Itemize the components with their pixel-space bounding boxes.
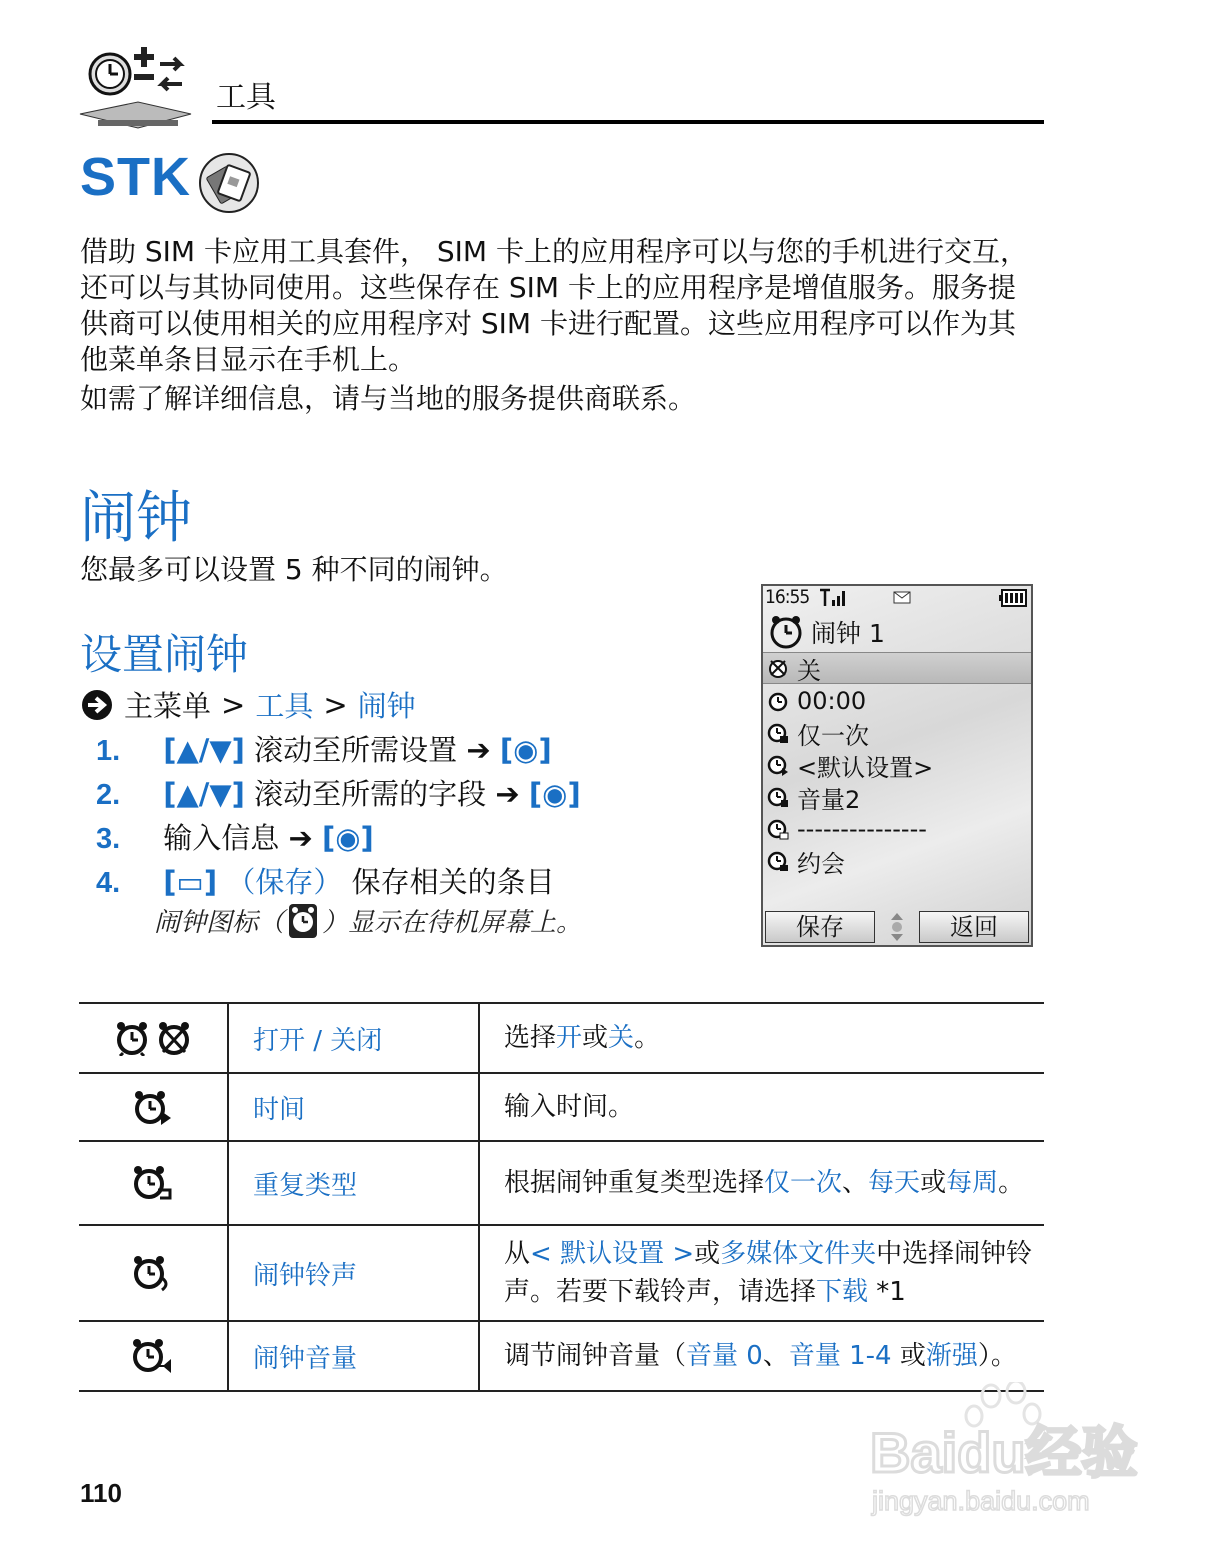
description-text: 调节闹钟音量（ [504,1341,687,1371]
option-name: 时间 [228,1073,479,1141]
highlighted-term: 下载 [816,1277,869,1307]
note-text-post: ）显示在待机屏幕上。 [322,908,583,938]
signal-icon [819,588,849,608]
phone-row-label: 00:00 [797,687,867,715]
highlighted-term: 每天 [868,1168,921,1198]
alarm-options-table [79,1002,1044,1392]
softkey-back[interactable]: 返回 [919,911,1029,943]
arrow-icon: ➔ [288,821,313,855]
phone-title-text: 闹钟 1 [811,619,885,648]
path-tools[interactable]: 工具 [255,689,314,723]
softkey-key: [▭] [163,865,218,899]
path-separator: > [323,687,348,722]
highlighted-term: 关 [608,1023,635,1053]
phone-row-tone[interactable] [763,749,1031,781]
step-3 [96,816,374,857]
option-name: 闹钟铃声 [228,1225,479,1321]
description-text: 输入时间。 [504,1092,635,1122]
confirm-key: [◉] [528,777,581,811]
softkey-save[interactable]: 保存 [765,911,875,943]
alarm-clock-icon [288,903,318,939]
phone-row-on-off[interactable] [763,652,1031,684]
step-4 [96,860,555,901]
description-text: 中选择闹钟铃声。若要下载铃声，请选择 [504,1239,1033,1307]
highlighted-term: 开 [556,1023,583,1053]
phone-row-label: 仅一次 [797,721,869,750]
alarm-title: 闹钟 [80,486,192,551]
tools-section-icon [78,44,193,136]
phone-row-memo[interactable] [763,813,1031,845]
description-text: 、 [842,1168,869,1198]
battery-icon [999,588,1027,608]
alarm-description: 您最多可以设置 5 种不同的闹钟。 [80,553,508,586]
description-text: 。 [634,1023,661,1053]
alarm-clock-icon [769,615,803,649]
step-text: 输入信息 [163,821,280,855]
step-number: 4. [96,867,121,899]
option-name: 闹钟音量 [228,1321,479,1391]
alarm-tone-icon [767,754,789,776]
description-text: 。 [998,1168,1025,1198]
highlighted-term: 渐强 [925,1341,978,1371]
alarm-off-icon [767,657,789,679]
step-1 [96,728,552,769]
alarm-appointment-icon [767,850,789,872]
alarm-repeat-icon [132,1164,174,1202]
alarm-repeat-icon [767,722,789,744]
description-text: 或 [891,1341,926,1371]
option-description [479,1225,1044,1321]
option-description [479,1073,1044,1141]
description-text: 、 [762,1341,789,1371]
path-main-menu: 主菜单 [124,689,212,723]
option-description [479,1141,1044,1225]
icon-cell [79,1321,228,1391]
icon-cell [79,1003,228,1073]
highlighted-term: 音量 1-4 [788,1341,892,1371]
confirm-key: [◉] [499,733,552,767]
clock-time: 16:55 [765,586,810,608]
icon-cell [79,1073,228,1141]
step-text: 滚动至所需设置 [254,733,458,767]
description-text: 从 [504,1239,531,1269]
icon-cell [79,1141,228,1225]
alarm-off-icon [157,1020,191,1056]
phone-row-label: 音量2 [797,785,861,814]
option-description [479,1321,1044,1391]
header-rule [212,120,1044,124]
stk-intro: 借助 SIM 卡应用工具套件， SIM 卡上的应用程序可以与您的手机进行交互，还可以与其协同使用。这些保存在 SIM 卡上的应用程序是增值服务。服务提供商可以使用相关的应用程序对 SIM 卡进行配置。这些应用程序可以作为其他菜单条目显示在手机上。 [80,235,1028,376]
step-text: 保存相关的条目 [351,865,555,899]
table-row [79,1321,1044,1391]
phone-row-appointment[interactable] [763,845,1031,877]
status-bar [763,586,1031,612]
phone-row-label: 约会 [797,849,845,878]
alarm-memo-icon [767,818,789,840]
alarm-on-icon [115,1020,149,1056]
table-row [79,1141,1044,1225]
description-text: 或 [920,1168,947,1198]
stk-title: STK [80,147,191,207]
note-text-pre: 闹钟图标（ [154,908,285,938]
icon-cell [79,1225,228,1321]
watermark-url: jingyan.baidu.com [872,1486,1090,1516]
alarm-icon-note [154,902,582,939]
phone-row-time[interactable] [763,685,1031,717]
alarm-volume-icon [131,1337,175,1375]
option-description [479,1003,1044,1073]
page-number: 110 [80,1478,122,1508]
phone-row-label: --------------- [797,815,927,843]
menu-path [80,684,416,725]
phone-row-label: 关 [797,656,821,685]
description-text: 或 [582,1023,609,1053]
table-row [79,1073,1044,1141]
table-row [79,1225,1044,1321]
phone-row-repeat[interactable] [763,717,1031,749]
description-text: *1 [868,1277,906,1307]
step-text: 滚动至所需的字段 [254,777,487,811]
phone-screen [761,584,1033,947]
path-alarm[interactable]: 闹钟 [357,689,416,723]
section-label: 工具 [216,80,276,115]
alarm-tone-icon [132,1254,174,1292]
alarm-time-icon [767,690,789,712]
highlighted-term: 仅一次 [764,1168,843,1198]
highlighted-term: < 默认设置 > [530,1239,695,1269]
option-name: 重复类型 [228,1141,479,1225]
phone-title [769,614,885,650]
highlighted-term: 多媒体文件夹 [720,1239,877,1269]
table-row [79,1003,1044,1073]
phone-row-label: <默认设置> [797,753,934,782]
description-text: 或 [694,1239,721,1269]
confirm-key: [◉] [321,821,374,855]
message-icon [893,591,911,604]
path-separator: > [221,687,246,722]
alarm-volume-icon [767,786,789,808]
scroll-updown-icon [887,911,907,943]
nav-key: [▲/▼] [163,777,245,811]
highlighted-term: 每周 [946,1168,999,1198]
set-alarm-title: 设置闹钟 [80,630,249,679]
step-number: 3. [96,823,121,855]
nav-key: [▲/▼] [163,733,245,767]
sim-card-icon [198,152,260,214]
arrow-icon: ➔ [466,733,491,767]
stk-note: 如需了解详细信息，请与当地的服务提供商联系。 [80,382,697,415]
arrow-circle-icon [80,688,114,722]
description-text: ）。 [977,1341,1017,1371]
baidu-watermark [866,1382,1156,1522]
option-name: 打开 / 关闭 [228,1003,479,1073]
arrow-icon: ➔ [495,777,520,811]
step-2 [96,772,581,813]
softkey-bar [763,909,1031,945]
description-text: 选择 [504,1023,557,1053]
description-text: 根据闹钟重复类型选择 [504,1168,765,1198]
highlighted-term: 音量 0 [686,1341,763,1371]
step-number: 2. [96,779,121,811]
phone-row-volume[interactable] [763,781,1031,813]
alarm-time-icon [133,1089,173,1125]
save-label: （保存） [226,865,343,899]
watermark-brand: Baidu经验 [870,1421,1138,1484]
step-number: 1. [96,735,121,767]
